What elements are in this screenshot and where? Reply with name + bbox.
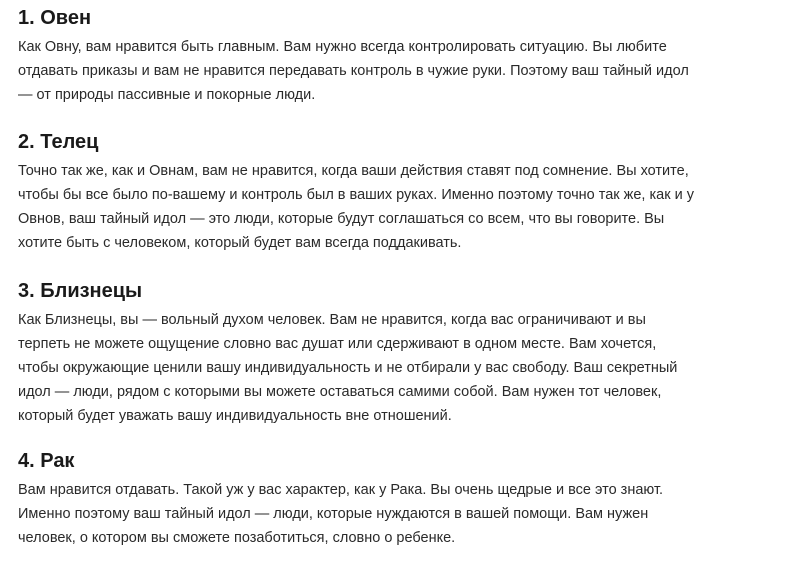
- paragraph-line: отдавать приказы и вам не нравится передавать контроль в чужие руки. Поэтому ваш тайный идол: [18, 63, 689, 79]
- section-heading: 3. Близнецы: [18, 280, 143, 302]
- paragraph-line: идол — люди, рядом с которыми вы можете оставаться самими собой. Вам нужен тот человек,: [18, 384, 662, 400]
- paragraph-line: Точно так же, как и Овнам, вам не нравится, когда ваши действия ставят под сомнение. Вы хотите,: [18, 163, 689, 179]
- paragraph-line: Как Овну, вам нравится быть главным. Вам нужно всегда контролировать ситуацию. Вы любите: [18, 39, 667, 55]
- paragraph-line: Именно поэтому ваш тайный идол — люди, которые нуждаются в вашей помощи. Вам нужен: [18, 506, 649, 522]
- paragraph-line: — от природы пассивные и покорные люди.: [18, 87, 316, 103]
- section-heading: 2. Телец: [18, 131, 99, 153]
- paragraph-line: Овнов, ваш тайный идол — это люди, которые будут соглашаться со всем, что вы говорите. Вы: [18, 211, 665, 227]
- paragraph-line: чтобы окружающие ценили вашу индивидуальность и не отбирали у вас свободу. Ваш секретный: [18, 360, 678, 376]
- section-paragraph: [18, 159, 694, 255]
- paragraph-line: который будет уважать вашу индивидуальность вне отношений.: [18, 408, 452, 424]
- section-paragraph: [18, 478, 663, 550]
- paragraph-line: терпеть не можете ощущение словно вас душат или сдерживают в одном месте. Вам хочется,: [18, 336, 657, 352]
- section-paragraph: [18, 308, 677, 428]
- paragraph-line: чтобы бы все было по-вашему и контроль был в ваших руках. Именно поэтому точно так же, как и у: [18, 187, 694, 203]
- section-heading: 4. Рак: [18, 450, 75, 472]
- paragraph-line: человек, о котором вы сможете позаботиться, словно о ребенке.: [18, 530, 456, 546]
- paragraph-line: хотите быть с человеком, который будет вам всегда поддакивать.: [18, 235, 462, 251]
- section-heading: 1. Овен: [18, 7, 92, 29]
- paragraph-line: Как Близнецы, вы — вольный духом человек. Вам не нравится, когда вас ограничивают и вы: [18, 312, 646, 328]
- section-paragraph: [18, 35, 689, 107]
- paragraph-line: Вам нравится отдавать. Такой уж у вас характер, как у Рака. Вы очень щедрые и все это знают.: [18, 482, 664, 498]
